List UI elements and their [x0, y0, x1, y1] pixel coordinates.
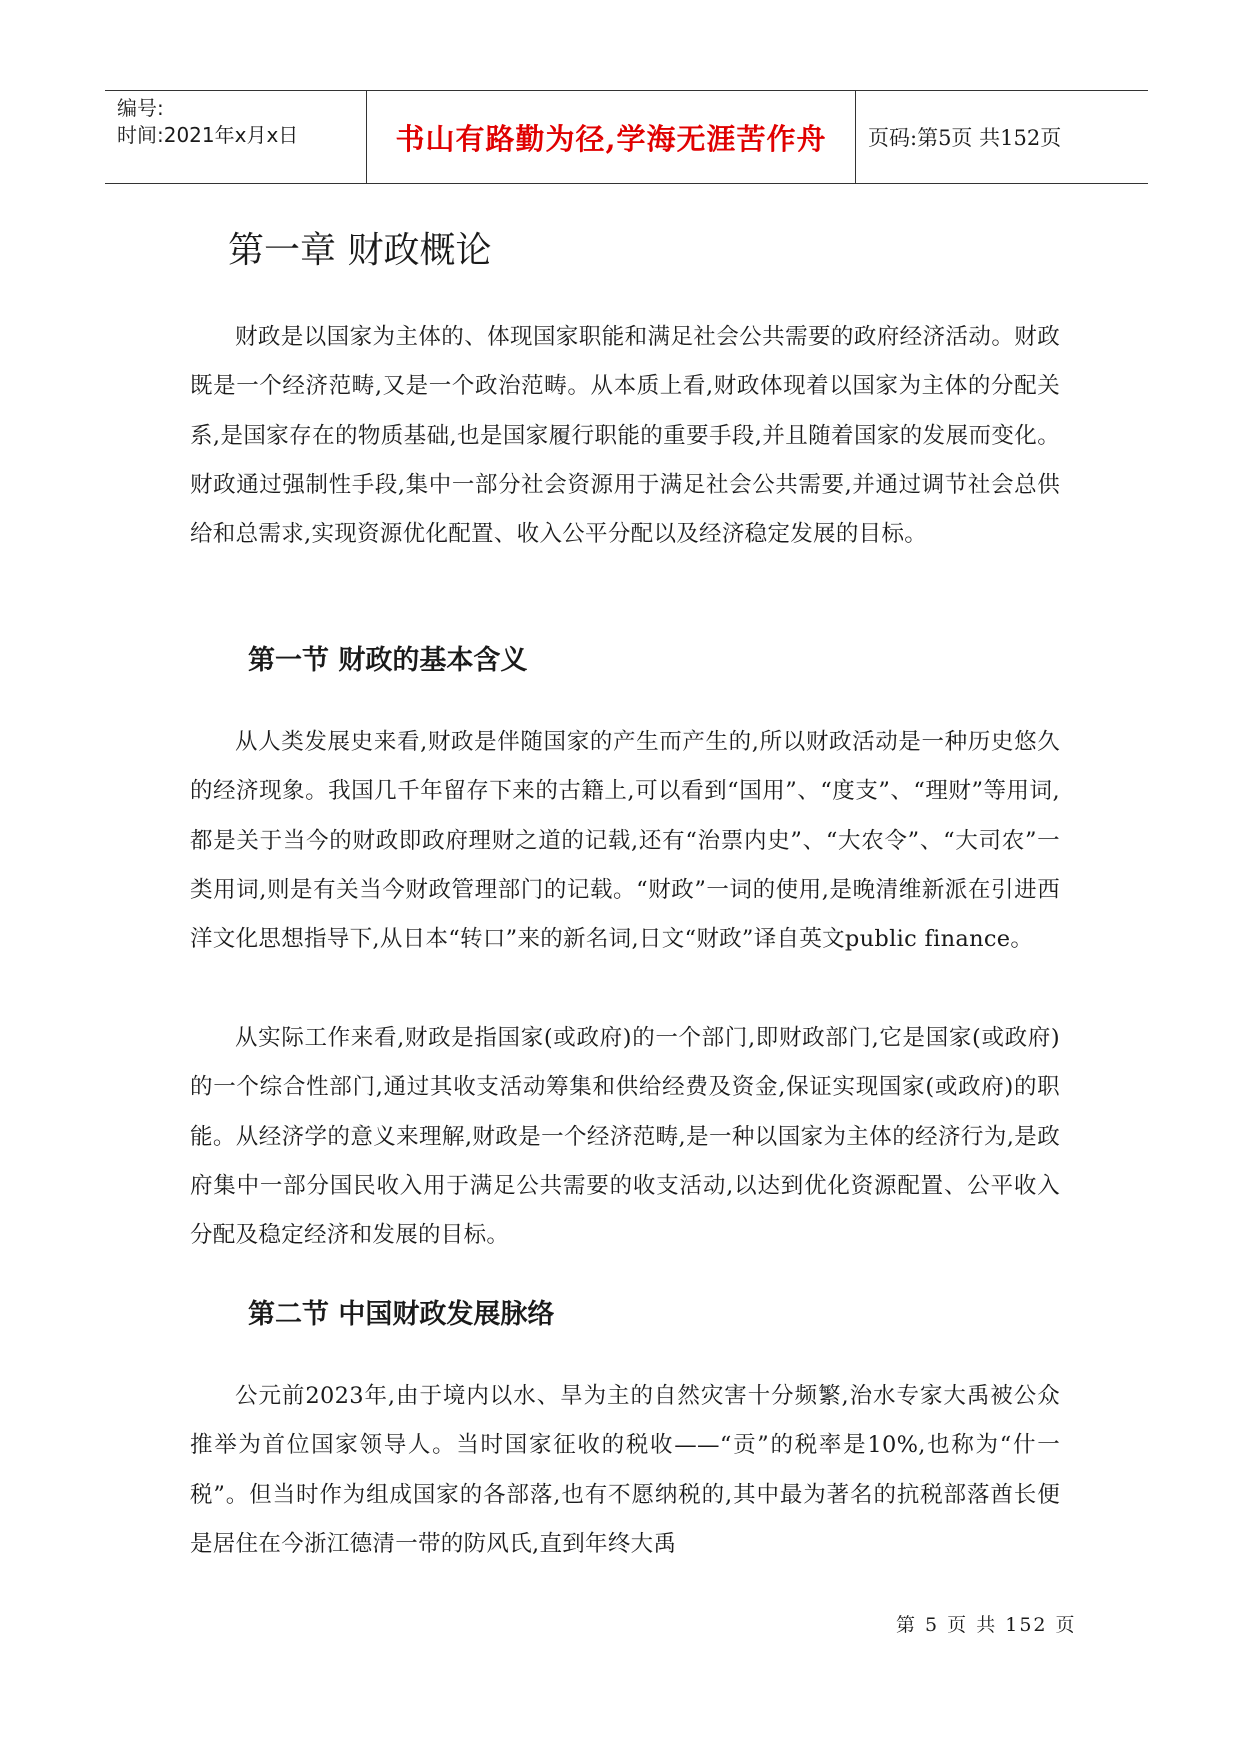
document-header [105, 90, 1148, 184]
page-footer: 第 5 页 共 152 页 [896, 1614, 1077, 1636]
chapter-title: 第一章 财政概论 [228, 230, 492, 271]
number-label: 编号: [117, 96, 164, 120]
header-info-cell [105, 91, 367, 183]
section-title-2: 第二节 中国财政发展脉络 [248, 1299, 555, 1330]
intro-paragraph: 财政是以国家为主体的、体现国家职能和满足社会公共需要的政府经济活动。财政既是一个经济范畴,又是一个政治范畴。从本质上看,财政体现着以国家为主体的分配关系,是国家存在的物质基础,也是国家履行职能的重要手段,并且随着国家的发展而变化。财政通过强制性手段,集中一部分社会资源用于满足社会公共需要,并通过调节社会总供给和总需求,实现资源优化配置、收入公平分配以及经济稳定发展的目标。 [190, 324, 1060, 548]
header-motto: 书山有路勤为径,学海无涯苦作舟 [367, 91, 856, 183]
section-title-1: 第一节 财政的基本含义 [248, 645, 528, 676]
section1-paragraph-2: 从实际工作来看,财政是指国家(或政府)的一个部门,即财政部门,它是国家(或政府)的一个综合性部门,通过其收支活动筹集和供给经费及资金,保证实现国家(或政府)的职能。从经济学的意义来理解,财政是一个经济范畴,是一种以国家为主体的经济行为,是政府集中一部分国民收入用于满足公共需要的收支活动,以达到优化资源配置、公平收入分配及稳定经济和发展的目标。 [190, 1025, 1060, 1249]
time-label: 时间:2021年x月x日 [117, 123, 299, 147]
section1-paragraph-1: 从人类发展史来看,财政是伴随国家的产生而产生的,所以财政活动是一种历史悠久的经济现象。我国几千年留存下来的古籍上,可以看到“国用”、“度支”、“理财”等用词,都是关于当今的财政即政府理财之道的记载,还有“治票内史”、“大农令”、“大司农”一类用词,则是有关当今财政管理部门的记载。“财政”一词的使用,是晚清维新派在引进西洋文化思想指导下,从日本“转口”来的新名词,日文“财政”译自英文public finance。 [190, 729, 1060, 953]
header-page-code: 页码:第5页 共152页 [868, 126, 1062, 150]
section2-paragraph-1: 公元前2023年,由于境内以水、旱为主的自然灾害十分频繁,治水专家大禹被公众推举为首位国家领导人。当时国家征收的税收——“贡”的税率是10%,也称为“什一税”。但当时作为组成国家的各部落,也有不愿纳税的,其中最为著名的抗税部落酋长便是居住在今浙江德清一带的防风氏,直到年终大禹 [190, 1383, 1060, 1557]
